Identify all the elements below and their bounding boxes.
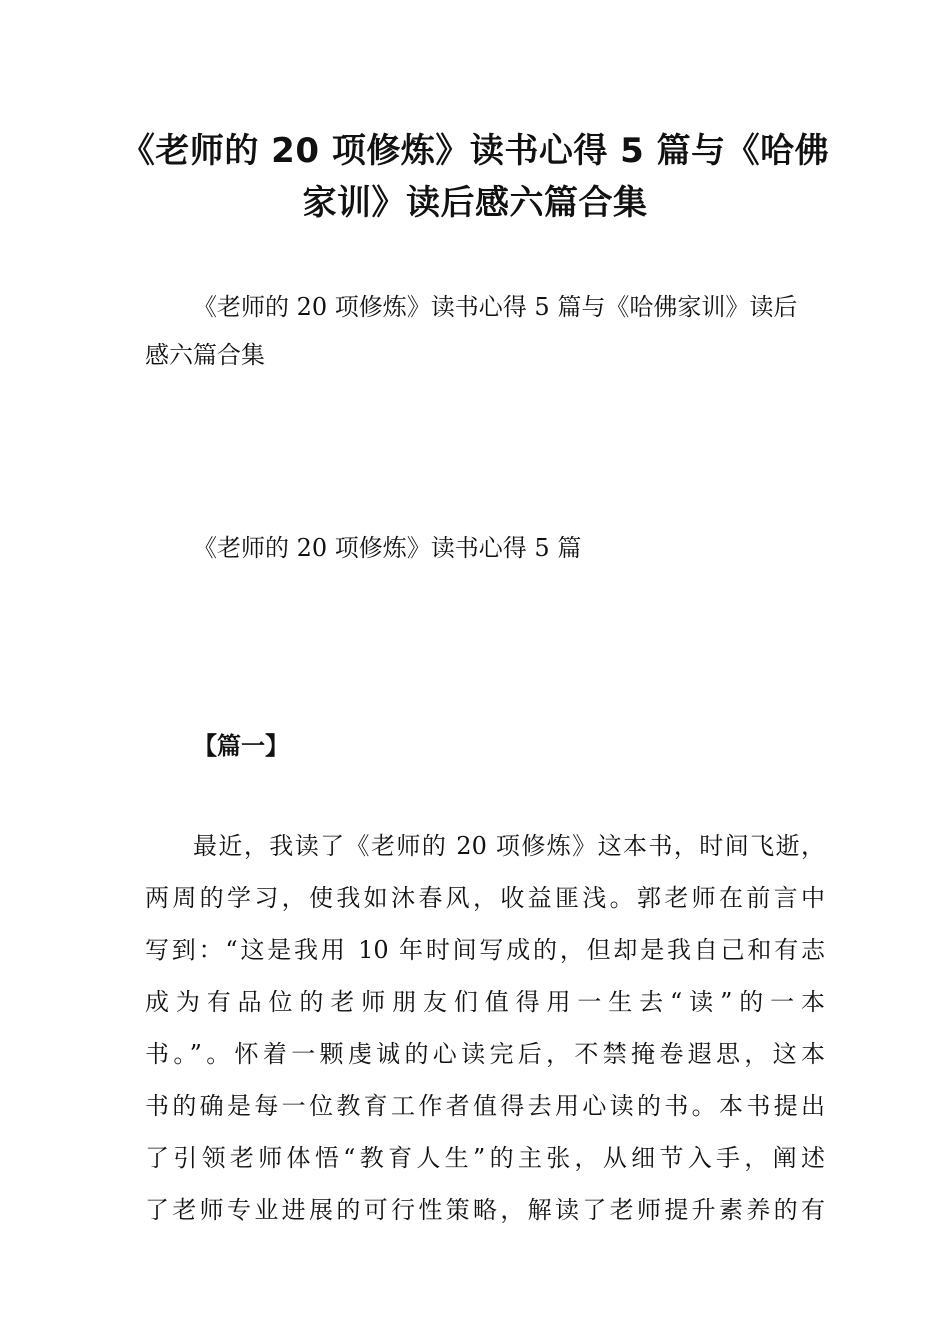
body-line: 了引领老师体悟“教育人生”的主张，从细节入手，阐述 <box>145 1144 825 1172</box>
body-line: 两周的学习，使我如沐春风，收益匪浅。郭老师在前言中 <box>145 884 825 912</box>
body-line: 书的确是每一位教育工作者值得去用心读的书。本书提出 <box>145 1092 825 1120</box>
body-line: 写到：“这是我用 10 年时间写成的，但却是我自己和有志 <box>145 936 825 964</box>
body-paragraph <box>145 826 825 1242</box>
document-subtitle: 《老师的 20 项修炼》读书心得 5 篇与《哈佛家训》读后感六篇合集 <box>145 293 798 369</box>
body-line: 书。”。怀着一颗虔诚的心读完后，不禁掩卷遐思，这本 <box>145 1040 825 1068</box>
document-title: 《老师的 20 项修炼》读书心得 5 篇与《哈佛家训》读后感六篇合集 <box>120 131 830 223</box>
body-line: 最近，我读了《老师的 20 项修炼》这本书，时间飞逝， <box>193 832 825 860</box>
body-line: 了老师专业进展的可行性策略，解读了老师提升素养的有 <box>145 1196 825 1224</box>
part-label: 【篇一】 <box>193 732 289 760</box>
section-heading: 《老师的 20 项修炼》读书心得 5 篇 <box>193 534 582 562</box>
body-line: 成为有品位的老师朋友们值得用一生去“读”的一本 <box>145 988 825 1016</box>
